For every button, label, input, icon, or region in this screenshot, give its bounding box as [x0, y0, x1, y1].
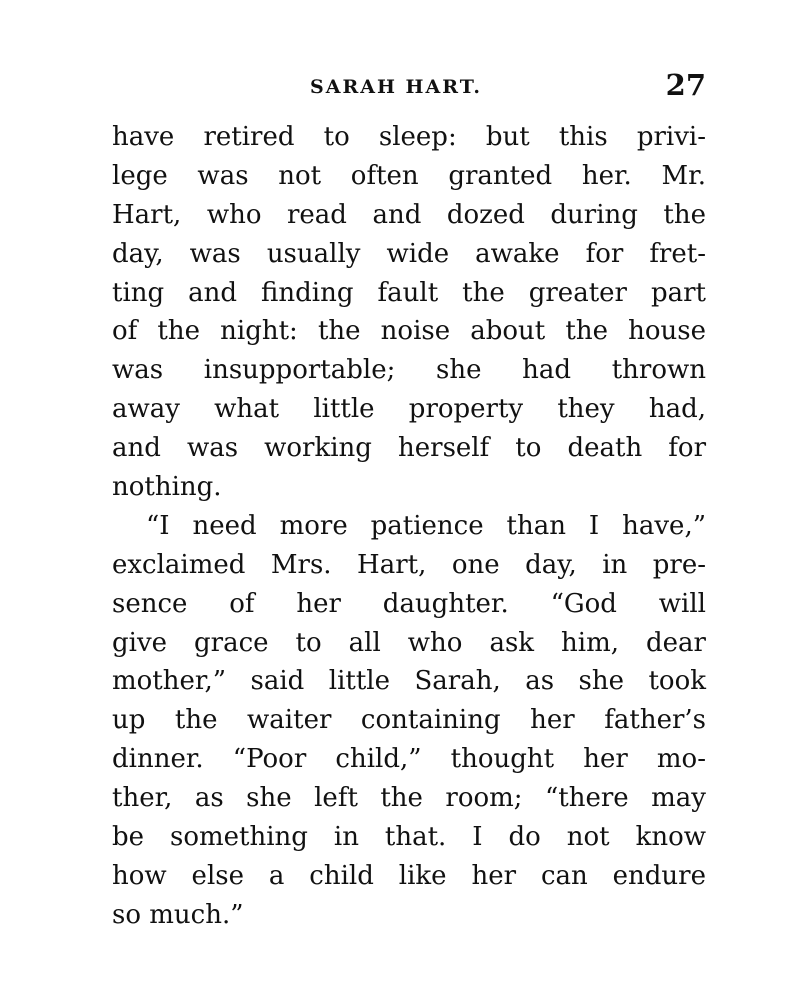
- text-line: away what little property they had,: [112, 394, 706, 425]
- running-head: [112, 66, 712, 106]
- text-line: Hart, who read and dozed during the: [112, 199, 706, 230]
- body-text: [112, 118, 706, 935]
- text-line: give grace to all who ask him, dear: [112, 627, 706, 658]
- text-line: be something in that. I do not know: [112, 822, 706, 853]
- text-line: nothing.: [112, 472, 222, 503]
- text-line: so much.”: [112, 899, 244, 930]
- page-number: 27: [665, 68, 706, 102]
- text-line: mother,” said little Sarah, as she took: [112, 666, 706, 697]
- text-line: exclaimed Mrs. Hart, one day, in pre-: [112, 549, 706, 580]
- paragraph-start-line: “I need more patience than I have,”: [146, 510, 706, 541]
- text-line: ther, as she left the room; “there may: [112, 783, 706, 814]
- running-title: SARAH HART.: [310, 76, 483, 98]
- text-line: and was working herself to death for: [112, 433, 706, 464]
- text-line: day, was usually wide awake for fret-: [112, 238, 706, 269]
- text-line: lege was not often granted her. Mr.: [112, 160, 706, 191]
- text-line: dinner. “Poor child,” thought her mo-: [112, 744, 706, 775]
- text-line: ting and finding fault the greater part: [112, 277, 706, 308]
- text-line: up the waiter containing her father’s: [112, 705, 706, 736]
- text-line: was insupportable; she had thrown: [112, 355, 706, 386]
- text-line: of the night: the noise about the house: [112, 316, 706, 347]
- text-line: how else a child like her can endure: [112, 860, 706, 891]
- text-line: have retired to sleep: but this privi-: [112, 122, 706, 152]
- text-line: sence of her daughter. “God will: [112, 588, 706, 619]
